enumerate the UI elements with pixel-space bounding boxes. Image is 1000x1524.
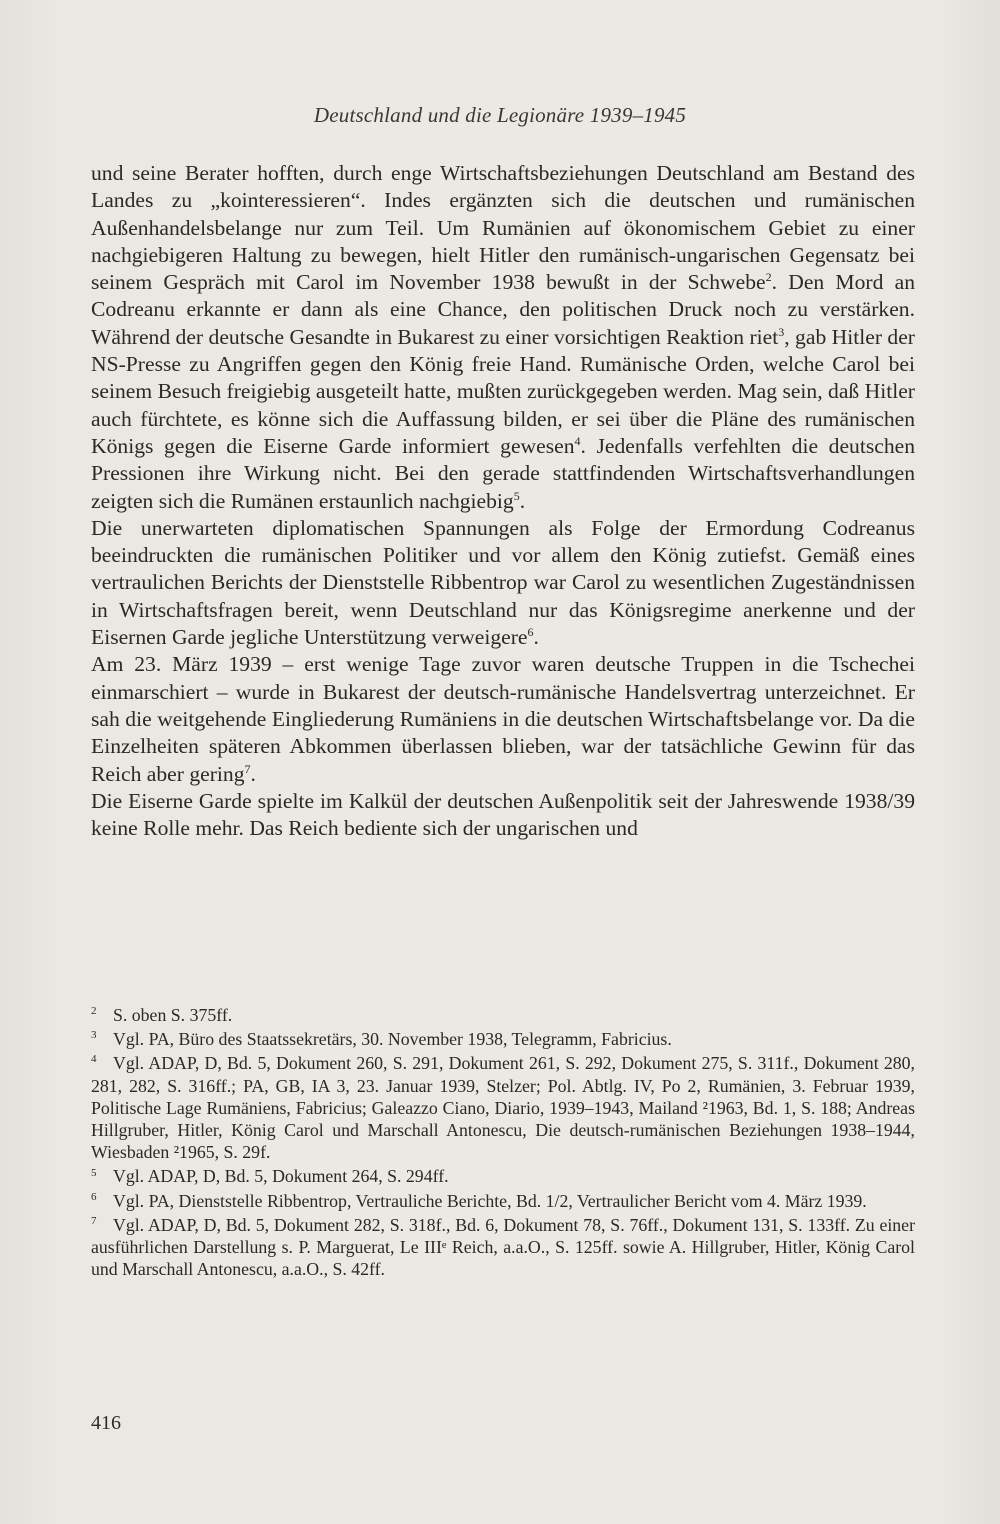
main-text [91,160,915,842]
text-span: Am 23. März 1939 – erst wenige Tage zuvor waren deutsche Truppen in die Tschechei einmarschiert – wurde in Bukarest der deutsch-rumänische Handelsvertrag unterzeichnet. Er sah die weitgehende Eingliederung Rumäniens in die deutschen Wirtschaftsbelange vor. Da die Einzelheiten späteren Abkommen überlassen blieben, war der tatsächliche Gewinn für das Reich aber gering [91,652,915,786]
footnote-ref[interactable]: 2 [765,270,772,284]
text-span: . [250,761,256,786]
paragraph-1 [91,160,915,515]
footnote: 5 Vgl. ADAP, D, Bd. 5, Dokument 264, S. 294ff. [91,1166,449,1187]
footnote: 7 Vgl. ADAP, D, Bd. 5, Dokument 282, S. 318f., Bd. 6, Dokument 78, S. 76ff., Dokument 131, S. 133ff. Zu einer ausführlichen Darstellung s. P. Marguerat, Le IIIᵉ Reich, a.a.O., S. 125ff. sowie A. Hillgruber, Hitler, König Carol und Marschall Antonescu, a.a.O., S. 42ff. [91,1214,915,1280]
paragraph-3 [91,651,915,787]
text-span: Die unerwarteten diplomatischen Spannungen als Folge der Ermordung Codreanus beeindruckten die rumänischen Politiker und vor allem den König zutiefst. Gemäß eines vertraulichen Berichts der Dienststelle Ribbentrop war Carol zu wesentlichen Zugeständnissen in Wirtschaftsfragen bereit, wenn Deutschland nur das Königsregime anerkenne und der Eisernen Garde jegliche Unterstützung verweigere [91,515,915,650]
footnote-ref[interactable]: 5 [513,488,520,503]
footnote-text: Vgl. ADAP, D, Bd. 5, Dokument 264, S. 294ff. [113,1166,449,1187]
footnotes [91,1004,915,1282]
text-span: . [519,488,526,513]
page-number: 416 [91,1412,121,1434]
footnote-ref[interactable]: 4 [574,433,581,448]
text-span: und seine Berater hofften, durch enge Wirtschaftsbeziehungen Deutschland am Bestand des Landes zu „kointeressieren“. Indes ergänzten sich die deutschen und rumänischen Außenhandelsbelange nur zum Teil. Um Rumänien auf ökonomischem Gebiet zu einer nachgiebigeren Haltung zu bewegen, hielt Hitler den rumänisch-ungarischen Gegensatz bei seinem Gespräch mit Carol im November 1938 bewußt in der Schwebe [91,161,915,295]
text-span: . Den Mord an Codreanu erkannte er dann als eine Chance, den politischen Druck noch zu verstärken. Während der deutsche Gesandte in Bukarest zu einer vorsichtigen Reaktion riet [91,270,916,349]
text-span: , gab Hitler der NS-Presse zu Angriffen gegen den König freie Hand. Rumänische Orden, welche Carol bei seinem Besuch freigiebig ausgeteilt hatte, mußten zurückgegeben werden. Mag sein, daß Hitler auch fürchtete, es könne sich die Auffassung bilden, er sei über die Pläne des rumänischen Königs gegen die Eiserne Garde informiert gewesen [91,324,915,458]
paragraph-4: Die Eiserne Garde spielte im Kalkül der deutschen Außenpolitik seit der Jahreswende 1938/39 keine Rolle mehr. Das Reich bediente sich der ungarischen und [91,788,915,841]
footnote: 6 Vgl. PA, Dienststelle Ribbentrop, Vertrauliche Berichte, Bd. 1/2, Vertraulicher Bericht vom 4. März 1939. [91,1190,867,1211]
footnote-ref[interactable]: 3 [778,324,785,339]
footnote-text: Vgl. PA, Dienststelle Ribbentrop, Vertrauliche Berichte, Bd. 1/2, Vertraulicher Bericht vom 4. März 1939. [113,1190,867,1211]
footnote: 3 Vgl. PA, Büro des Staatssekretärs, 30. November 1938, Telegramm, Fabricius. [91,1029,672,1050]
footnote-text: Vgl. ADAP, D, Bd. 5, Dokument 282, S. 318f., Bd. 6, Dokument 78, S. 76ff., Dokument 131, S. 133ff. Zu einer ausführlichen Darstellung s. P. Marguerat, Le IIIᵉ Reich, a.a.O., S. 125ff. sowie A. Hillgruber, Hitler, König Carol und Marschall Antonescu, a.a.O., S. 42ff. [91,1214,915,1280]
footnote: 4 Vgl. ADAP, D, Bd. 5, Dokument 260, S. 291, Dokument 261, S. 292, Dokument 275, S. 311f., Dokument 280, 281, 282, S. 316ff.; PA, GB, IA 3, 23. Januar 1939, Stelzer; Pol. Abtlg. IV, Po 2, Rumänien, 3. Februar 1939, Politische Lage Rumäniens, Fabricius; Galeazzo Ciano, Diario, 1939–1943, Mailand ²1963, Bd. 1, S. 188; Andreas Hillgruber, Hitler, König Carol und Marschall Antonescu, Die deutsch-rumänischen Beziehungen 1938–1944, Wiesbaden ²1965, S. 29f. [91,1053,915,1163]
footnote: 2 S. oben S. 375ff. [91,1005,233,1025]
footnote-text: S. oben S. 375ff. [113,1005,233,1025]
paragraph-2 [91,515,915,651]
text-span: . Jedenfalls verfehlten die deutschen Pressionen ihre Wirkung nicht. Bei den gerade stattfindenden Wirtschaftsverhandlungen zeigten sich die Rumänen erstaunlich nachgiebig [91,433,916,513]
running-header: Deutschland und die Legionäre 1939–1945 [313,103,687,127]
footnote-text: Vgl. PA, Büro des Staatssekretärs, 30. November 1938, Telegramm, Fabricius. [113,1029,672,1050]
text-span: . [533,625,539,650]
footnote-text: Vgl. ADAP, D, Bd. 5, Dokument 260, S. 291, Dokument 261, S. 292, Dokument 275, S. 311f., Dokument 280, 281, 282, S. 316ff.; PA, GB, IA 3, 23. Januar 1939, Stelzer; Pol. Abtlg. IV, Po 2, Rumänien, 3. Februar 1939, Politische Lage Rumäniens, Fabricius; Galeazzo Ciano, Diario, 1939–1943, Mailand ²1963, Bd. 1, S. 188; Andreas Hillgruber, Hitler, König Carol und Marschall Antonescu, Die deutsch-rumänischen Beziehungen 1938–1944, Wiesbaden ²1965, S. 29f. [91,1053,915,1163]
footnote-ref[interactable]: 6 [527,624,534,639]
footnote-ref[interactable]: 7 [244,761,251,776]
